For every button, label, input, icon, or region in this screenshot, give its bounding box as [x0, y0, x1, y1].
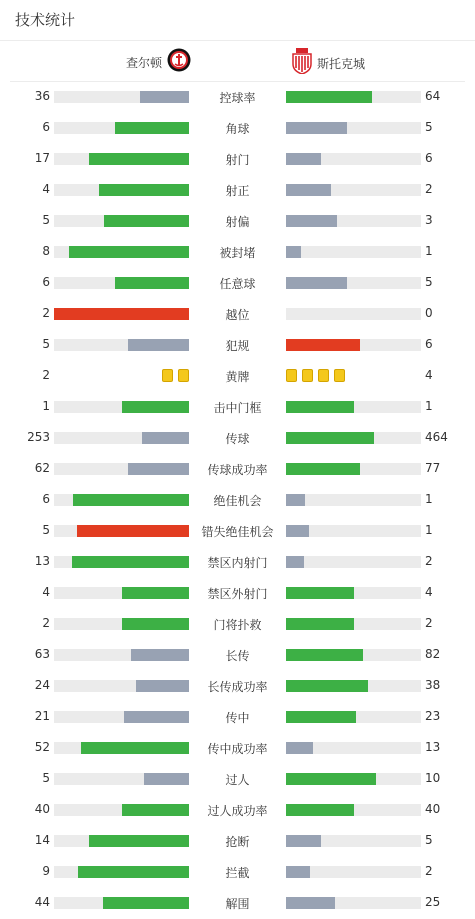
stat-row	[0, 422, 475, 453]
home-value: 2	[42, 616, 50, 630]
stat-row	[0, 794, 475, 825]
home-bar-fill	[144, 773, 189, 785]
home-value: 62	[34, 461, 50, 475]
away-bar-track	[286, 122, 421, 134]
stat-label: 角球	[225, 122, 250, 136]
stat-row	[0, 825, 475, 856]
away-yellow-cards	[286, 369, 345, 382]
home-value: 17	[34, 151, 50, 165]
home-value: 2	[42, 368, 50, 382]
stat-row	[0, 484, 475, 515]
away-value: 13	[425, 740, 441, 754]
away-bar-track	[286, 246, 421, 258]
home-value: 5	[42, 213, 50, 227]
away-value: 82	[425, 647, 441, 661]
stat-row	[0, 143, 475, 174]
away-value: 1	[425, 523, 433, 537]
home-bar-fill	[69, 246, 189, 258]
home-bar-fill	[122, 618, 190, 630]
stat-row	[0, 112, 475, 143]
stat-row	[0, 763, 475, 794]
stat-label: 错失绝佳机会	[201, 525, 274, 539]
home-value: 6	[42, 275, 50, 289]
stat-row	[0, 887, 475, 918]
home-value: 9	[42, 864, 50, 878]
stat-row	[0, 360, 475, 391]
away-bar-track	[286, 339, 421, 351]
home-bar-fill	[81, 742, 189, 754]
home-bar-fill	[128, 463, 189, 475]
away-value: 4	[425, 368, 433, 382]
home-value: 1	[42, 399, 50, 413]
away-value: 1	[425, 399, 433, 413]
home-bar-track	[54, 866, 189, 878]
stat-row	[0, 453, 475, 484]
away-bar-fill	[286, 277, 347, 289]
away-bar-fill	[286, 587, 354, 599]
home-value: 5	[42, 523, 50, 537]
home-value: 52	[34, 740, 50, 754]
away-bar-fill	[286, 215, 337, 227]
stat-row	[0, 205, 475, 236]
home-value: 21	[34, 709, 50, 723]
stat-row	[0, 546, 475, 577]
away-value: 0	[425, 306, 433, 320]
away-bar-track	[286, 494, 421, 506]
away-bar-track	[286, 835, 421, 847]
stat-label: 长传成功率	[207, 680, 268, 694]
away-bar-fill	[286, 153, 321, 165]
stat-row	[0, 267, 475, 298]
away-bar-fill	[286, 432, 374, 444]
stat-label: 黄牌	[225, 370, 250, 384]
home-value: 6	[42, 120, 50, 134]
away-bar-track	[286, 432, 421, 444]
stat-label: 传中	[225, 711, 250, 725]
home-value: 44	[34, 895, 50, 909]
away-value: 4	[425, 585, 433, 599]
home-value: 253	[27, 430, 50, 444]
stat-label: 越位	[225, 308, 250, 322]
away-value: 1	[425, 492, 433, 506]
away-bar-fill	[286, 866, 310, 878]
away-bar-track	[286, 184, 421, 196]
away-bar-track	[286, 463, 421, 475]
home-bar-track	[54, 649, 189, 661]
home-bar-track	[54, 587, 189, 599]
home-bar-track	[54, 773, 189, 785]
home-bar-fill	[99, 184, 189, 196]
home-bar-fill	[89, 153, 189, 165]
home-value: 63	[34, 647, 50, 661]
home-bar-track	[54, 804, 189, 816]
home-bar-track	[54, 463, 189, 475]
home-bar-track	[54, 742, 189, 754]
away-bar-fill	[286, 835, 321, 847]
away-bar-track	[286, 866, 421, 878]
away-bar-fill	[286, 463, 360, 475]
away-value: 2	[425, 616, 433, 630]
stat-row	[0, 174, 475, 205]
home-bar-fill	[115, 122, 189, 134]
away-bar-fill	[286, 711, 356, 723]
away-bar-fill	[286, 91, 372, 103]
home-bar-track	[54, 556, 189, 568]
away-value: 40	[425, 802, 441, 816]
home-bar-fill	[104, 215, 189, 227]
away-team-name: 斯托克城	[317, 56, 366, 71]
stat-row	[0, 298, 475, 329]
away-value: 3	[425, 213, 433, 227]
home-bar-track	[54, 184, 189, 196]
away-value: 2	[425, 864, 433, 878]
away-bar-track	[286, 773, 421, 785]
away-value: 2	[425, 182, 433, 196]
yellow-card-icon	[334, 369, 345, 382]
away-bar-track	[286, 153, 421, 165]
home-team[interactable]	[126, 48, 191, 76]
stat-label: 过人成功率	[207, 804, 268, 818]
charlton-crest-icon	[167, 48, 191, 76]
away-bar-track	[286, 587, 421, 599]
stat-row	[0, 577, 475, 608]
home-bar-fill	[128, 339, 189, 351]
stat-label: 拦截	[225, 866, 250, 880]
yellow-card-icon	[286, 369, 297, 382]
stat-label: 射正	[225, 184, 250, 198]
home-bar-fill	[131, 649, 189, 661]
home-bar-fill	[54, 308, 189, 320]
stat-label: 禁区内射门	[207, 556, 268, 570]
home-bar-track	[54, 308, 189, 320]
away-bar-fill	[286, 122, 347, 134]
home-team-name: 查尔顿	[125, 55, 162, 70]
home-bar-fill	[124, 711, 189, 723]
home-value: 13	[34, 554, 50, 568]
away-bar-track	[286, 742, 421, 754]
away-bar-track	[286, 277, 421, 289]
home-bar-track	[54, 711, 189, 723]
stat-row	[0, 856, 475, 887]
away-bar-fill	[286, 773, 376, 785]
stat-label: 击中门框	[213, 401, 262, 415]
stat-label: 长传	[225, 649, 250, 663]
stat-label: 传球成功率	[207, 463, 268, 477]
home-value: 8	[42, 244, 50, 258]
home-bar-track	[54, 277, 189, 289]
away-bar-track	[286, 401, 421, 413]
away-bar-track	[286, 308, 421, 320]
away-value: 77	[425, 461, 441, 475]
away-value: 64	[425, 89, 441, 103]
stat-row	[0, 732, 475, 763]
stat-row	[0, 515, 475, 546]
yellow-card-icon	[162, 369, 173, 382]
away-bar-fill	[286, 525, 309, 537]
away-bar-fill	[286, 897, 335, 909]
away-bar-fill	[286, 246, 301, 258]
home-bar-fill	[115, 277, 189, 289]
yellow-card-icon	[318, 369, 329, 382]
home-value: 14	[34, 833, 50, 847]
away-bar-fill	[286, 494, 305, 506]
away-value: 2	[425, 554, 433, 568]
away-value: 5	[425, 120, 433, 134]
home-bar-track	[54, 618, 189, 630]
stat-label: 射偏	[225, 215, 250, 229]
home-bar-track	[54, 494, 189, 506]
stat-row	[0, 236, 475, 267]
away-bar-fill	[286, 742, 313, 754]
stat-label: 过人	[225, 773, 250, 787]
away-value: 10	[425, 771, 441, 785]
home-value: 4	[42, 182, 50, 196]
home-bar-fill	[103, 897, 189, 909]
home-bar-track	[54, 215, 189, 227]
stat-row	[0, 329, 475, 360]
home-bar-track	[54, 246, 189, 258]
home-bar-fill	[136, 680, 189, 692]
away-bar-track	[286, 91, 421, 103]
away-value: 1	[425, 244, 433, 258]
home-bar-fill	[73, 494, 189, 506]
home-bar-track	[54, 91, 189, 103]
away-bar-track	[286, 215, 421, 227]
away-bar-fill	[286, 680, 368, 692]
home-value: 5	[42, 337, 50, 351]
away-bar-track	[286, 649, 421, 661]
home-value: 6	[42, 492, 50, 506]
away-bar-fill	[286, 339, 360, 351]
away-value: 464	[425, 430, 448, 444]
stat-row	[0, 670, 475, 701]
home-bar-fill	[122, 587, 190, 599]
home-value: 24	[34, 678, 50, 692]
yellow-card-icon	[178, 369, 189, 382]
away-bar-fill	[286, 556, 304, 568]
home-bar-fill	[72, 556, 189, 568]
yellow-card-icon	[302, 369, 313, 382]
stats-list	[0, 81, 475, 918]
home-bar-track	[54, 432, 189, 444]
stat-label: 被封堵	[219, 246, 256, 260]
away-bar-track	[286, 556, 421, 568]
home-value: 40	[34, 802, 50, 816]
away-value: 6	[425, 151, 433, 165]
away-bar-fill	[286, 649, 363, 661]
stat-label: 抢断	[225, 835, 250, 849]
away-bar-track	[286, 680, 421, 692]
home-bar-fill	[122, 804, 190, 816]
home-bar-fill	[122, 401, 190, 413]
stat-row	[0, 701, 475, 732]
stat-label: 控球率	[219, 91, 256, 105]
home-bar-fill	[77, 525, 189, 537]
home-yellow-cards	[162, 369, 189, 382]
away-bar-fill	[286, 184, 331, 196]
away-bar-fill	[286, 618, 354, 630]
away-bar-track	[286, 525, 421, 537]
stat-label: 门将扑救	[213, 618, 262, 632]
home-value: 4	[42, 585, 50, 599]
section-title: 技术统计	[15, 11, 76, 29]
home-bar-track	[54, 339, 189, 351]
home-bar-fill	[78, 866, 189, 878]
stat-row	[0, 608, 475, 639]
home-bar-fill	[142, 432, 189, 444]
home-bar-fill	[140, 91, 189, 103]
away-value: 23	[425, 709, 441, 723]
stat-row	[0, 81, 475, 112]
away-value: 5	[425, 275, 433, 289]
home-bar-track	[54, 122, 189, 134]
stoke-crest-icon	[292, 48, 312, 78]
away-bar-fill	[286, 401, 354, 413]
home-bar-track	[54, 680, 189, 692]
stat-row	[0, 391, 475, 422]
stat-label: 传球	[225, 432, 250, 446]
home-bar-track	[54, 153, 189, 165]
home-bar-track	[54, 525, 189, 537]
stat-row	[0, 639, 475, 670]
home-bar-track	[54, 835, 189, 847]
away-value: 6	[425, 337, 433, 351]
home-value: 2	[42, 306, 50, 320]
away-bar-fill	[286, 804, 354, 816]
away-team[interactable]	[292, 48, 365, 78]
title-divider	[0, 40, 475, 41]
away-value: 38	[425, 678, 441, 692]
away-bar-track	[286, 897, 421, 909]
away-bar-track	[286, 618, 421, 630]
stat-label: 禁区外射门	[207, 587, 268, 601]
away-bar-track	[286, 711, 421, 723]
home-value: 36	[34, 89, 50, 103]
away-bar-track	[286, 804, 421, 816]
teams-header	[0, 42, 475, 80]
stat-label: 任意球	[219, 277, 256, 291]
home-value: 5	[42, 771, 50, 785]
stat-label: 绝佳机会	[213, 494, 262, 508]
home-bar-fill	[89, 835, 189, 847]
away-value: 25	[425, 895, 441, 909]
away-value: 5	[425, 833, 433, 847]
stat-label: 犯规	[225, 339, 250, 353]
home-bar-track	[54, 897, 189, 909]
stat-label: 解围	[225, 897, 250, 911]
home-bar-track	[54, 401, 189, 413]
stat-label: 传中成功率	[207, 742, 268, 756]
stat-label: 射门	[225, 153, 250, 167]
